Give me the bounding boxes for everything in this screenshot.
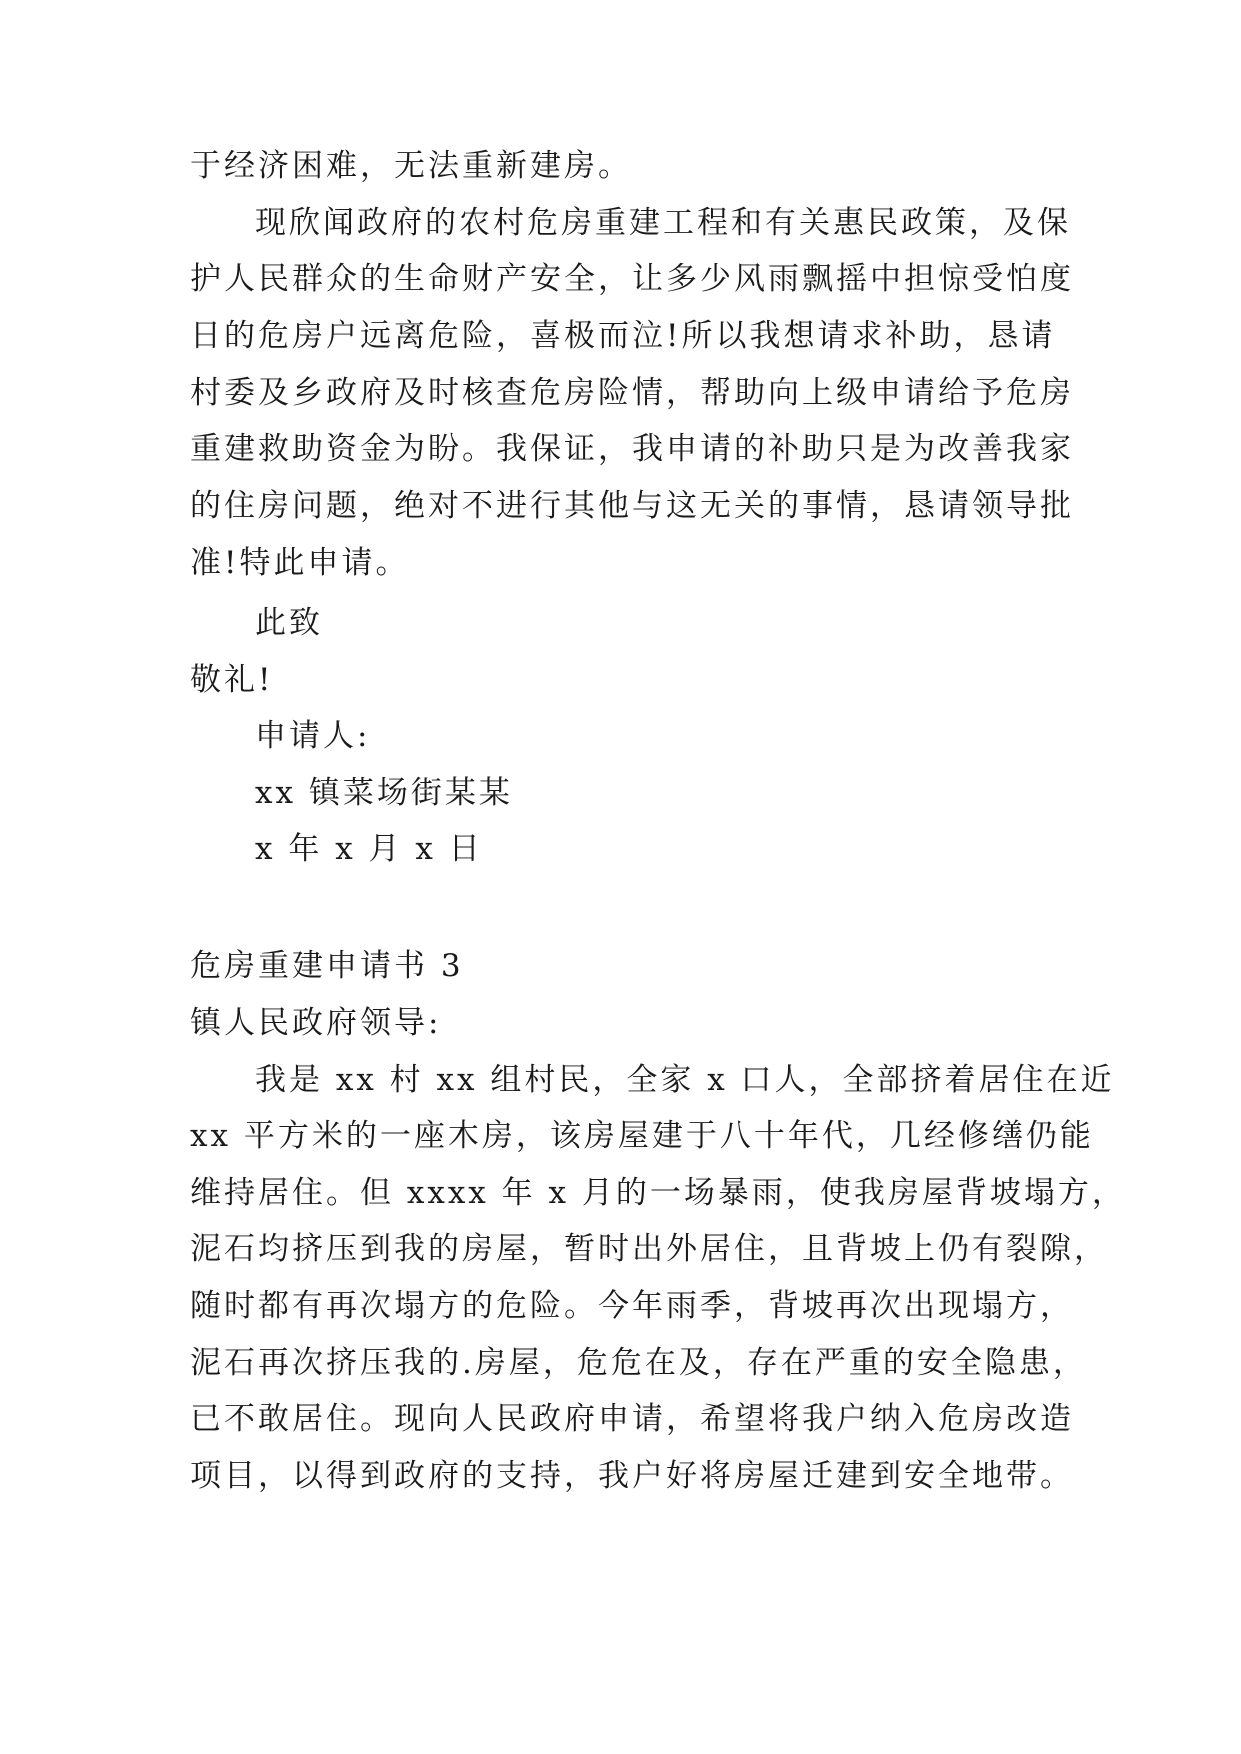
paragraph-line: 护人民群众的生命财产安全，让多少风雨飘摇中担惊受怕度 <box>190 261 1074 297</box>
addressee: 镇人民政府领导: <box>190 1005 442 1041</box>
signature-date: x 年 x 月 x 日 <box>255 831 483 867</box>
applicant-name: xx 镇菜场街某某 <box>255 775 513 811</box>
paragraph-line: 于经济困难，无法重新建房。 <box>190 148 632 184</box>
paragraph-line: 随时都有再次塌方的危险。今年雨季，背坡再次出现塌方， <box>190 1288 1074 1324</box>
paragraph-line: 村委及乡政府及时核查危房险情，帮助向上级申请给予危房 <box>190 375 1074 411</box>
paragraph-line: 项目，以得到政府的支持，我户好将房屋迁建到安全地带。 <box>190 1458 1074 1494</box>
paragraph-line: 泥石再次挤压我的.房屋，危危在及，存在严重的安全隐患， <box>190 1345 1087 1381</box>
paragraph-line: 重建救助资金为盼。我保证，我申请的补助只是为改善我家 <box>190 431 1074 467</box>
paragraph-line: 泥石均挤压到我的房屋，暂时出外居住，且背坡上仍有裂隙， <box>190 1231 1108 1267</box>
paragraph-line: 的住房问题，绝对不进行其他与这无关的事情，恳请领导批 <box>190 488 1074 524</box>
paragraph-line: 已不敢居住。现向人民政府申请，希望将我户纳入危房改造 <box>190 1401 1074 1437</box>
paragraph-line: 日的危房户远离危险，喜极而泣!所以我想请求补助，恳请 <box>190 318 1056 354</box>
applicant-label: 申请人: <box>255 718 371 754</box>
salute-text: 敬礼! <box>190 662 274 698</box>
paragraph-line: 我是 xx 村 xx 组村民，全家 x 口人，全部挤着居住在近 <box>255 1062 1115 1098</box>
section-title: 危房重建申请书 3 <box>190 948 464 984</box>
paragraph-line: 现欣闻政府的农村危房重建工程和有关惠民政策，及保 <box>255 205 1071 241</box>
paragraph-line: 准!特此申请。 <box>190 545 410 581</box>
closing-text: 此致 <box>255 605 323 641</box>
paragraph-line: 维持居住。但 xxxx 年 x 月的一场暴雨，使我房屋背坡塌方， <box>190 1175 1126 1211</box>
paragraph-line: xx 平方米的一座木房，该房屋建于八十年代，几经修缮仍能 <box>190 1118 1094 1154</box>
